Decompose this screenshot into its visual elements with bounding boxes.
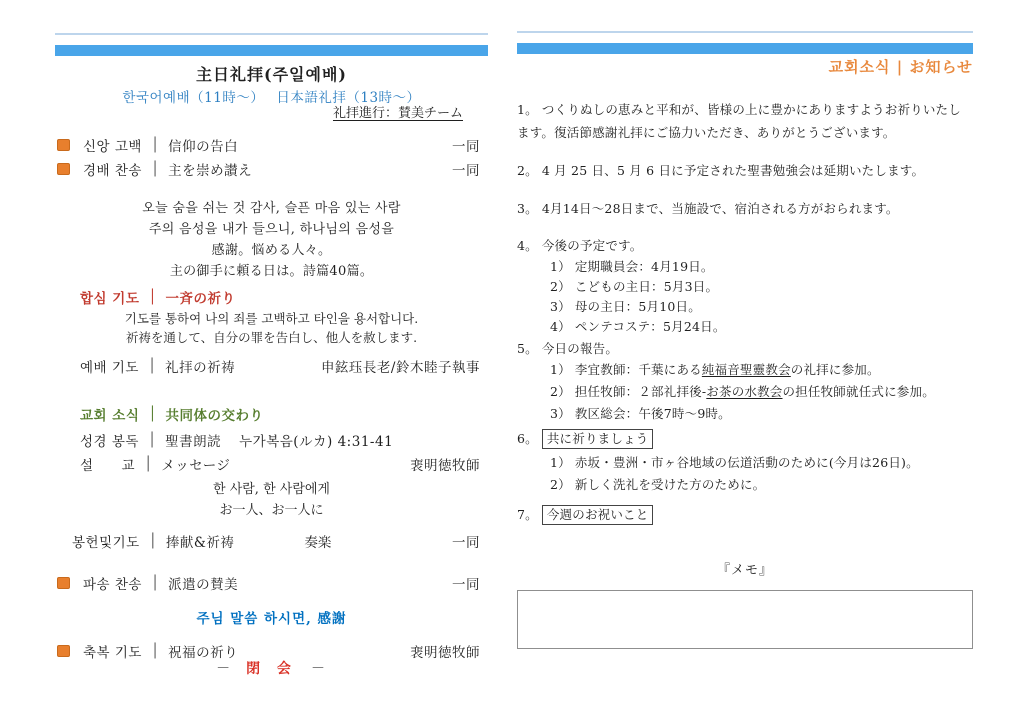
separator: │ [148,533,157,549]
offering-music-label: 奏楽 [304,535,332,551]
order-item-worship-prayer [55,356,488,376]
item-korean-label: 신앙 고백 [83,139,142,155]
item-number: 2。 [517,163,538,178]
worship-leader-line [55,102,488,121]
separator: │ [147,432,157,448]
heading-korean: 교회 소식 [80,408,140,424]
sub-text: 新しく洗礼を受けた方のために。 [574,477,766,492]
announcement-5-sublist [517,359,973,425]
separator: │ [150,137,160,153]
orange-bullet-icon [57,139,70,151]
item-performer: 裵明徳牧師 [410,458,480,474]
item-text: 4 月 25 日、5 月 6 日に予定された聖書勉強会は延期いたします。 [541,163,925,178]
item-performer: 一同 [452,163,480,179]
orange-bullet-icon [57,577,70,589]
sub-text: こどもの主日：5月3日。 [574,279,719,294]
sub-item [550,297,973,317]
prayer-note-line: 기도를 통하여 나의 죄를 고백하고 타인을 용서합니다. [124,311,419,326]
sub-text: ペンテコステ：5月24日。 [574,319,726,334]
announcement-7 [517,503,973,526]
closing-line [55,658,488,678]
item-korean-label: 파송 찬송 [83,577,142,593]
item-japanese-label: 祝福の祈り [168,645,239,661]
sub-number: 2） [550,477,571,492]
sermon-title-line: お一人、お一人に [219,503,324,518]
separator: │ [147,358,157,374]
order-item-offering [55,531,488,551]
sub-text: 担任牧師：２部礼拝後- [574,384,707,399]
item-performer: 一同 [452,535,480,551]
sub-number: 1） [550,455,571,470]
item-korean-label: 축복 기도 [83,645,142,661]
sub-number: 1） [550,259,571,274]
item-korean-label: 설 교 [80,458,136,474]
item-japanese-label: 捧献&祈祷 [165,535,235,551]
sub-item [550,381,973,403]
memo-box [517,590,973,649]
separator: │ [148,289,157,305]
item-text: 4月14日～28日まで、当施設で、宿泊される方がおられます。 [541,201,899,216]
sub-number: 2） [550,384,571,399]
page-title: 主日礼拝(주일예배) [196,65,347,84]
sermon-title-line: 한 사람, 한 사람에게 [213,482,330,497]
item-korean-label: 예배 기도 [80,360,139,376]
hymn-line: 오늘 숨을 쉬는 것 감사, 슬픈 마음 있는 사람 [142,201,401,216]
order-item-praise [55,159,488,179]
order-item-confession [55,135,488,155]
order-item-scripture [55,430,488,450]
separator: │ [144,456,153,472]
item-japanese-label: 主を崇め讃え [168,163,253,179]
sub-text: 教区総会：午後7時～9時。 [574,406,731,421]
left-top-blue-bar [55,45,488,56]
heading-church-news [55,404,488,424]
item-number: 1。 [517,102,538,117]
announcement-4 [517,234,973,257]
sub-number: 2） [550,279,571,294]
sub-number: 1） [550,362,571,377]
closing-label: 閉 会 [246,661,297,677]
sub-item [550,452,973,474]
sermon-title [55,479,488,521]
separator: │ [150,161,160,177]
prayer-note-line: 祈祷を通して、自分の罪を告白し、他人を赦します. [125,330,418,345]
announcements-header: 교회소식 | お知らせ [828,58,973,76]
item-text: 今後の予定です。 [541,238,643,253]
item-japanese-label: メッセージ [161,458,231,474]
right-top-blue-bar [517,43,973,54]
boxed-label-pray-together: 共に祈りましょう [542,429,654,449]
worship-leader-text: 礼拝進行：賛美チーム [332,106,463,121]
sub-number: 4） [550,319,571,334]
item-text: つくりぬしの恵みと平和が、皆様の上に豊かにありますようお祈りいたします。復活節感謝礼拝にご協力いただき、ありがとうございます。 [517,102,961,140]
sub-item [550,474,973,496]
announcement-6-sublist [517,452,973,496]
sub-text: の礼拝に参加。 [790,362,880,377]
item-number: 4。 [517,238,538,253]
announcement-2 [517,159,973,182]
worship-order-panel [55,30,488,720]
hymn-line: 주의 음성을 내가 들으니, 하나님의 음성을 [148,222,395,237]
item-performer: 申鉉珏長老/鈴木睦子執事 [320,360,480,376]
sending-word: 주님 말씀 하시면, 感謝 [196,611,347,627]
sub-text: の担任牧師就任式に参加。 [782,384,935,399]
announcement-3 [517,197,973,220]
sub-number: 3） [550,406,571,421]
sub-item [550,317,973,337]
closing-dash: － [310,661,327,677]
separator: │ [150,643,160,659]
hymn-line: 主の御手に頼る日は。詩篇40篇。 [169,264,374,279]
right-top-thin-line [517,31,973,33]
sub-text: 母の主日：5月10日。 [574,299,701,314]
item-korean-label: 봉헌및기도 [72,535,140,551]
heading-japanese: 一斉の祈り [165,291,236,307]
item-korean-label: 성경 봉독 [80,434,139,450]
announcement-4-sublist [517,257,973,337]
left-top-thin-line [55,33,488,35]
heading-united-prayer [55,287,488,307]
closing-dash: － [216,661,233,677]
item-japanese-label: 聖書朗読 [165,434,222,450]
sub-text: 赤坂・豊洲・市ヶ谷地域の伝道活動のために(今月は26日)。 [574,455,919,470]
item-korean-label: 경배 찬송 [83,163,142,179]
item-number: 5。 [517,341,538,356]
announcement-6 [517,427,973,450]
hymn-line: 感謝。悩める人々。 [211,243,332,258]
item-japanese-label: 派遣の賛美 [168,577,239,593]
announcements-panel [517,28,973,720]
item-japanese-label: 礼拝の祈祷 [165,360,236,376]
church-name-underlined: お茶の水教会 [706,384,783,399]
sub-item [550,359,973,381]
item-number: 7。 [517,507,538,522]
service-times: 한국어예배（11時～） 日本語礼拝（13時～） [122,90,421,106]
order-item-sending-hymn [55,573,488,593]
order-item-sermon [55,454,488,474]
announcement-1 [517,98,973,144]
scripture-reference: 누가복음(ルカ) 4:31-41 [239,434,394,450]
orange-bullet-icon [57,163,70,175]
hymn-lyrics [55,198,488,282]
sub-item [550,403,973,425]
item-japanese-label: 信仰の告白 [168,139,239,155]
prayer-explanation [55,309,488,347]
announcement-5 [517,337,973,360]
sub-text: 定期職員会：4月19日。 [574,259,714,274]
memo-label: 『メモ』 [716,563,773,578]
orange-bullet-icon [57,645,70,657]
item-number: 6。 [517,431,538,446]
separator: │ [148,406,157,422]
separator: │ [150,575,160,591]
sub-item [550,277,973,297]
church-name-underlined: 純福音聖靈教会 [701,362,791,377]
item-performer: 裵明徳牧師 [410,645,480,661]
heading-korean: 합심 기도 [80,291,140,307]
item-text: 今日の報告。 [541,341,619,356]
item-number: 3。 [517,201,538,216]
boxed-label-celebrations: 今週のお祝いこと [542,505,654,525]
sub-text: 李宜教師：千葉にある [574,362,702,377]
heading-japanese: 共同体の交わり [165,408,264,424]
sub-number: 3） [550,299,571,314]
sub-item [550,257,973,277]
item-performer: 一同 [452,139,480,155]
item-performer: 一同 [452,577,480,593]
